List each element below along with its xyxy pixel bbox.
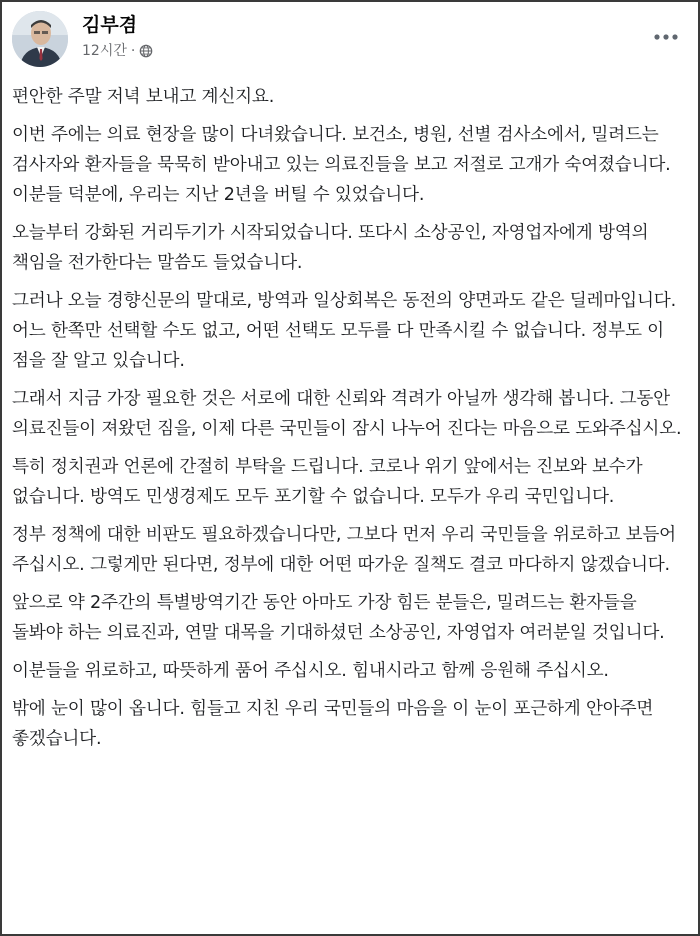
post-paragraph: 편안한 주말 저녁 보내고 계신지요.	[12, 87, 275, 107]
meta-separator: ·	[130, 43, 136, 59]
post-paragraph: 앞으로 약 2주간의 특별방역기간 동안 아마도 가장 힘든 분들은, 밀려드는 환자들을 돌봐야 하는 의료진과, 연말 대목을 기대하셨던 소상공인, 자영업자 여러분일 것입니다.	[12, 593, 665, 643]
more-options-button[interactable]	[648, 23, 684, 51]
post-meta	[82, 42, 153, 60]
post-paragraph: 정부 정책에 대한 비판도 필요하겠습니다만, 그보다 먼저 우리 국민들을 위로하고 보듬어 주십시오. 그렇게만 된다면, 정부에 대한 어떤 따가운 질책도 결코 마다하지 않겠습니다.	[12, 525, 676, 575]
post-header	[12, 11, 688, 69]
post-paragraph: 그러나 오늘 경향신문의 말대로, 방역과 일상회복은 동전의 양면과도 같은 딜레마입니다. 어느 한쪽만 선택할 수도 없고, 어떤 선택도 모두를 다 만족시킬 수 없습니다. 정부도 이 점을 잘 알고 있습니다.	[12, 291, 676, 371]
post-paragraph: 이번 주에는 의료 현장을 많이 다녀왔습니다. 보건소, 병원, 선별 검사소에서, 밀려드는 검사자와 환자들을 묵묵히 받아내고 있는 의료진들을 보고 저절로 고개가 숙여졌습니다. 이분들 덕분에, 우리는 지난 2년을 버틸 수 있었습니다.	[12, 125, 671, 205]
post-paragraph: 이분들을 위로하고, 따뜻하게 품어 주십시오. 힘내시라고 함께 응원해 주십시오.	[12, 661, 609, 681]
author-name[interactable]: 김부겸	[82, 14, 138, 36]
post-paragraph: 밖에 눈이 많이 옵니다. 힘들고 지친 우리 국민들의 마음을 이 눈이 포근하게 안아주면 좋겠습니다.	[12, 699, 654, 749]
post-paragraph: 특히 정치권과 언론에 간절히 부탁을 드립니다. 코로나 위기 앞에서는 진보와 보수가 없습니다. 방역도 민생경제도 모두 포기할 수 없습니다. 모두가 우리 국민입니다.	[12, 457, 643, 507]
post-paragraph: 그래서 지금 가장 필요한 것은 서로에 대한 신뢰와 격려가 아닐까 생각해 봅니다. 그동안 의료진들이 져왔던 짐을, 이제 다른 국민들이 잠시 나누어 진다는 마음으로 도와주십시오.	[12, 389, 682, 439]
more-horizontal-icon	[653, 33, 679, 41]
avatar[interactable]	[12, 11, 68, 67]
post-paragraph: 오늘부터 강화된 거리두기가 시작되었습니다. 또다시 소상공인, 자영업자에게 방역의 책임을 전가한다는 말씀도 들었습니다.	[12, 223, 649, 273]
globe-icon[interactable]	[139, 44, 153, 58]
post-body	[12, 82, 688, 762]
post-timestamp[interactable]: 12시간	[82, 43, 127, 59]
person-photo-icon	[12, 11, 68, 67]
